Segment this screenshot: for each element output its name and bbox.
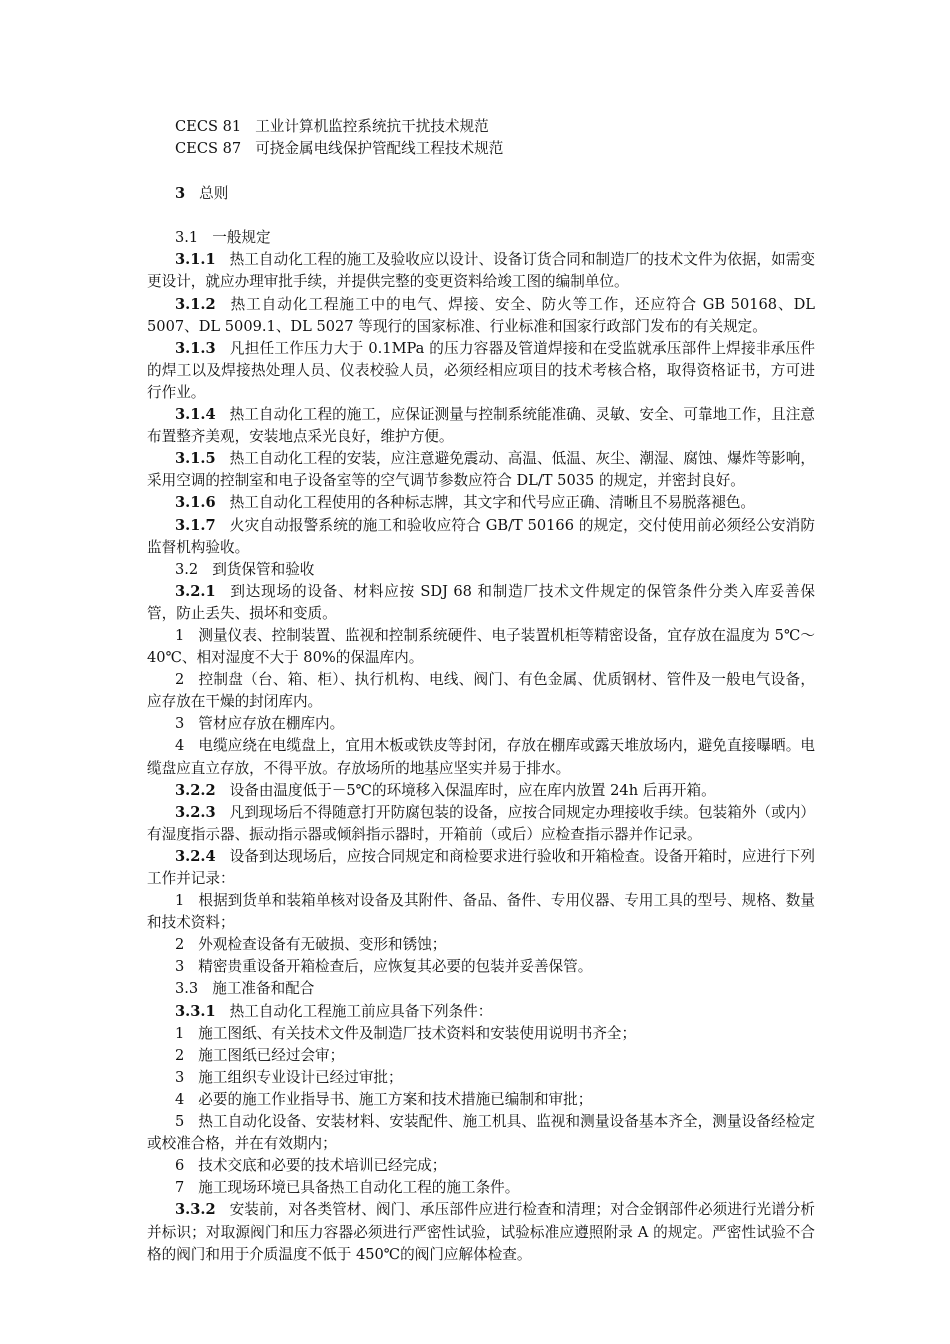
clause-number: 3.3 — [175, 980, 199, 998]
clause-number: 2 — [175, 1046, 185, 1064]
clause-number: 3 — [175, 1068, 185, 1086]
list-item — [147, 713, 815, 735]
clause-number: 3.1 — [175, 229, 199, 247]
clause-number: 3.2.1 — [175, 582, 216, 600]
chapter-heading — [147, 183, 815, 205]
list-item — [147, 669, 815, 713]
section-heading — [147, 978, 815, 1000]
list-item — [147, 890, 815, 934]
clause-text: 控制盘（台、箱、柜）、执行机构、电线、阀门、有色金属、优质钢材、管件及一般电气设备，应存放在干燥的封闭库内。 — [147, 671, 815, 711]
clause-number: 5 — [175, 1113, 185, 1131]
clause-number: 3.1.6 — [175, 494, 216, 512]
list-item — [147, 1155, 815, 1177]
reference-code: CECS 81 — [175, 118, 242, 135]
clause-paragraph — [147, 515, 815, 559]
clause-number: 3.2.2 — [175, 781, 216, 799]
clause-text: 热工自动化工程使用的各种标志牌，其文字和代号应正确、清晰且不易脱落褪色。 — [229, 494, 756, 512]
clause-text: 安装前，对各类管材、阀门、承压部件应进行检查和清理；对合金钢部件必须进行光谱分析并标识；对取源阀门和压力容器必须进行严密性试验，试验标准应遵照附录 A 的规定。严密性试验不合格的阀门和用于介质温度不低于 450℃的阀门应解体检查。 — [147, 1201, 815, 1263]
clause-number: 4 — [175, 1090, 185, 1108]
clause-text: 到货保管和验收 — [212, 560, 315, 578]
clause-paragraph — [147, 846, 815, 890]
clause-number: 3.1.5 — [175, 450, 216, 468]
clause-paragraph — [147, 249, 815, 293]
reference-title: 可挠金属电线保护管配线工程技术规范 — [255, 140, 504, 158]
clause-paragraph — [147, 404, 815, 448]
reference-item — [147, 116, 815, 138]
clause-paragraph — [147, 1001, 815, 1023]
clause-text: 到达现场的设备、材料应按 SDJ 68 和制造厂技术文件规定的保管条件分类入库妥善保管，防止丢失、损坏和变质。 — [147, 582, 815, 622]
clause-text: 技术交底和必要的技术培训已经完成； — [198, 1157, 447, 1175]
section-heading — [147, 227, 815, 249]
clause-number: 4 — [175, 737, 185, 755]
chapter-number: 3 — [175, 185, 186, 203]
clause-number: 1 — [175, 626, 185, 644]
clause-number: 7 — [175, 1179, 185, 1197]
list-item — [147, 934, 815, 956]
clause-number: 3.2 — [175, 560, 199, 578]
reference-code: CECS 87 — [175, 140, 242, 158]
document-body — [147, 227, 815, 1265]
list-item — [147, 1045, 815, 1067]
chapter-title: 总则 — [199, 185, 229, 203]
clause-text: 热工自动化工程的安装，应注意避免震动、高温、低温、灰尘、潮湿、腐蚀、爆炸等影响，采用空调的控制室和电子设备室等的空气调节参数应符合 DL/T 5035 的规定，并密封良好。 — [147, 450, 815, 490]
list-item — [147, 1023, 815, 1045]
reference-item — [147, 138, 815, 160]
clause-number: 3.2.4 — [175, 847, 216, 865]
clause-paragraph — [147, 780, 815, 802]
list-item — [147, 1067, 815, 1089]
clause-text: 施工准备和配合 — [212, 980, 315, 998]
clause-text: 热工自动化工程施工前应具备下列条件： — [229, 1002, 493, 1020]
clause-text: 凡到现场后不得随意打开防腐包装的设备，应按合同规定办理接收手续。包装箱外（或内）有湿度指示器、振动指示器或倾斜指示器时，开箱前（或后）应检查指示器并作记录。 — [147, 803, 815, 843]
clause-number: 3 — [175, 715, 185, 733]
list-item — [147, 956, 815, 978]
clause-text: 施工现场环境已具备热工自动化工程的施工条件。 — [198, 1179, 520, 1197]
clause-number: 3.1.7 — [175, 516, 216, 534]
clause-text: 电缆应绕在电缆盘上，宜用木板或铁皮等封闭，存放在棚库或露天堆放场内，避免直接曝晒。电缆盘应直立存放，不得平放。存放场所的地基应坚实并易于排水。 — [147, 737, 815, 777]
clause-paragraph — [147, 448, 815, 492]
clause-paragraph — [147, 338, 815, 404]
list-item — [147, 1111, 815, 1155]
clause-text: 管材应存放在棚库内。 — [198, 715, 345, 733]
clause-paragraph — [147, 581, 815, 625]
clause-text: 精密贵重设备开箱检查后，应恢复其必要的包装并妥善保管。 — [198, 958, 593, 976]
clause-number: 3.1.1 — [175, 251, 216, 269]
clause-number: 3.1.2 — [175, 295, 216, 313]
clause-text: 施工图纸已经过会审； — [198, 1046, 345, 1064]
clause-text: 一般规定 — [212, 229, 271, 247]
list-item — [147, 1177, 815, 1199]
clause-number: 6 — [175, 1157, 185, 1175]
clause-paragraph — [147, 802, 815, 846]
clause-text: 测量仪表、控制装置、监视和控制系统硬件、电子装置机柜等精密设备，宜存放在温度为 5℃～40℃、相对湿度不大于 80%的保温库内。 — [147, 626, 815, 667]
clause-text: 热工自动化工程施工中的电气、焊接、安全、防火等工作，还应符合 GB 50168、DL 5007、DL 5009.1、DL 5027 等现行的国家标准、行业标准和国家行政部门发布的有关规定。 — [147, 295, 815, 335]
clause-number: 1 — [175, 1024, 185, 1042]
clause-paragraph — [147, 1199, 815, 1265]
clause-text: 设备由温度低于－5℃的环境移入保温库时，应在库内放置 24h 后再开箱。 — [229, 781, 716, 799]
clause-text: 凡担任工作压力大于 0.1MPa 的压力容器及管道焊接和在受监就承压部件上焊接非承压件的焊工以及焊接热处理人员、仪表校验人员，必须经相应项目的技术考核合格，取得资格证书，方可进行作业。 — [147, 339, 815, 401]
clause-number: 2 — [175, 936, 185, 954]
clause-number: 3.1.4 — [175, 406, 216, 424]
clause-text: 设备到达现场后，应按合同规定和商检要求进行验收和开箱检查。设备开箱时，应进行下列工作并记录： — [147, 847, 815, 887]
clause-number: 3.3.1 — [175, 1002, 216, 1020]
document-page — [147, 116, 815, 1266]
clause-number: 3.1.3 — [175, 339, 216, 357]
clause-text: 施工组织专业设计已经过审批； — [198, 1068, 403, 1086]
list-item — [147, 625, 815, 669]
clause-text: 施工图纸、有关技术文件及制造厂技术资料和安装使用说明书齐全； — [198, 1024, 637, 1042]
clause-number: 3.2.3 — [175, 803, 216, 821]
clause-text: 热工自动化工程的施工及验收应以设计、设备订货合同和制造厂的技术文件为依据，如需变更设计，就应办理审批手续，并提供完整的变更资料给竣工图的编制单位。 — [147, 251, 815, 291]
clause-number: 3 — [175, 958, 185, 976]
clause-text: 必要的施工作业指导书、施工方案和技术措施已编制和审批； — [198, 1090, 593, 1108]
section-heading — [147, 559, 815, 581]
clause-text: 根据到货单和装箱单核对设备及其附件、备品、备件、专用仪器、专用工具的型号、规格、数量和技术资料； — [147, 892, 815, 932]
list-item — [147, 735, 815, 779]
clause-text: 火灾自动报警系统的施工和验收应符合 GB/T 50166 的规定，交付使用前必须经公安消防监督机构验收。 — [147, 516, 815, 556]
clause-paragraph — [147, 492, 815, 514]
clause-text: 外观检查设备有无破损、变形和锈蚀； — [198, 936, 447, 954]
clause-text: 热工自动化设备、安装材料、安装配件、施工机具、监视和测量设备基本齐全，测量设备经检定或校准合格，并在有效期内； — [147, 1113, 815, 1153]
list-item — [147, 1089, 815, 1111]
clause-number: 1 — [175, 892, 185, 910]
clause-text: 热工自动化工程的施工，应保证测量与控制系统能准确、灵敏、安全、可靠地工作，且注意布置整齐美观，安装地点采光良好，维护方便。 — [147, 406, 815, 446]
clause-number: 3.3.2 — [175, 1201, 216, 1219]
clause-number: 2 — [175, 671, 185, 689]
clause-paragraph — [147, 294, 815, 338]
reference-title: 工业计算机监控系统抗干扰技术规范 — [255, 118, 489, 135]
reference-list — [147, 116, 815, 160]
